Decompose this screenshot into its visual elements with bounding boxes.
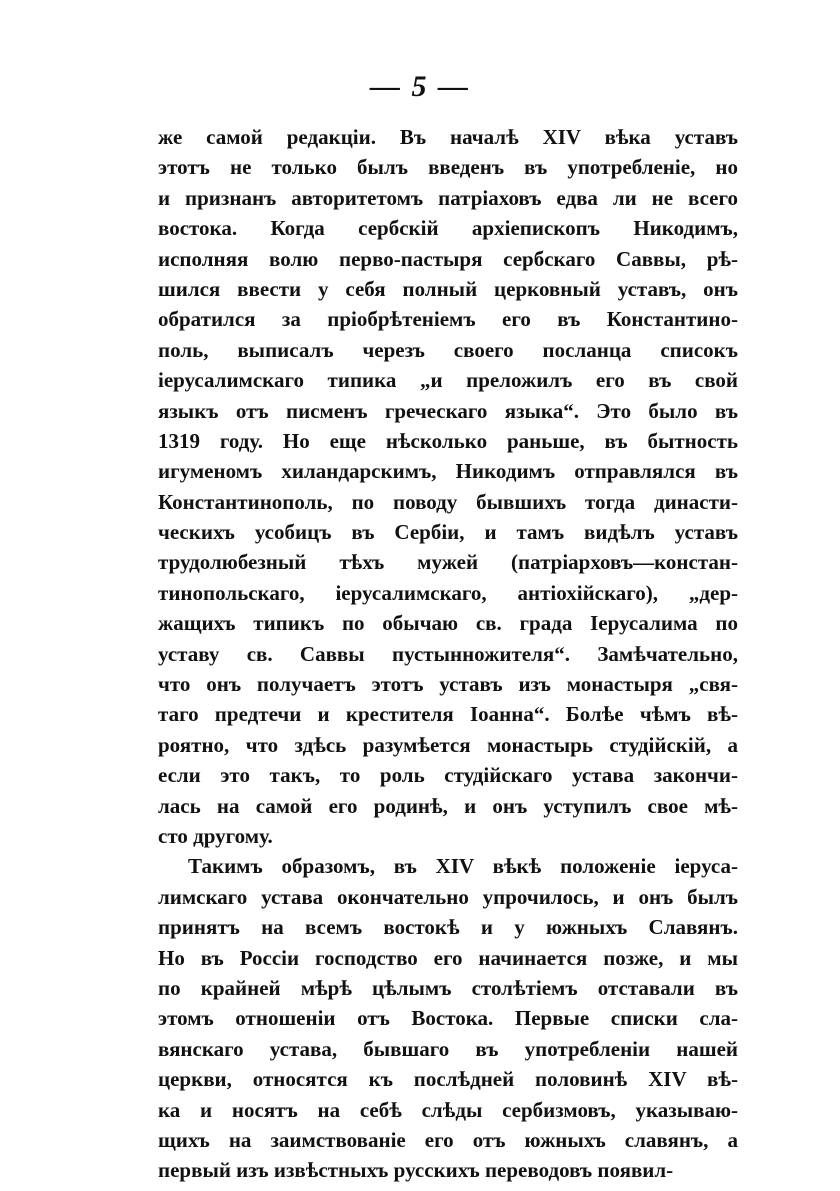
text-line: первый изъ извѣстныхъ русскихъ переводовъ появил-	[158, 1158, 674, 1183]
text-line: что онъ получаетъ этотъ уставъ изъ монастыря „свя-	[158, 672, 738, 697]
body-text	[158, 122, 738, 1186]
text-line: если это такъ, то роль студійскаго устава закончи-	[158, 763, 738, 788]
text-line: тинопольскаго, іерусалимскаго, антіохійскаго), „дер-	[158, 580, 738, 605]
text-line: этотъ не только былъ введенъ въ употребленіе, но	[158, 155, 738, 180]
text-line: сто другому.	[158, 823, 273, 848]
text-line: Константинополь, по поводу бывшихъ тогда династи-	[158, 489, 738, 514]
text-line: роятно, что здѣсь разумѣется монастырь студійскій, а	[158, 732, 738, 757]
page-number: — 5 —	[370, 70, 470, 103]
text-line: этомъ отношеніи отъ Востока. Первые списки сла-	[158, 1006, 738, 1031]
text-line: таго предтечи и крестителя Іоанна“. Болѣе чѣмъ вѣ-	[158, 702, 738, 727]
text-line: Такимъ образомъ, въ XIV вѣкѣ положеніе іеруса-	[188, 854, 738, 879]
text-line: исполняя волю перво-пастыря сербскаго Саввы, рѣ-	[158, 246, 738, 271]
text-line: іерусалимскаго типика „и преложилъ его въ свой	[158, 368, 738, 393]
text-line: по крайней мѣрѣ цѣлымъ столѣтіемъ отставали въ	[158, 975, 738, 1000]
text-line: же самой редакціи. Въ началѣ XIV вѣка уставъ	[158, 125, 738, 149]
text-line: шился ввести у себя полный церковный уставъ, онъ	[158, 276, 738, 301]
text-line: щихъ на заимствованіе его отъ южныхъ славянъ, а	[158, 1127, 738, 1152]
text-line: ческихъ усобицъ въ Сербіи, и тамъ видѣлъ уставъ	[158, 520, 738, 545]
text-line: трудолюбезный тѣхъ мужей (патріарховъ—констан-	[158, 550, 738, 575]
text-line: языкъ отъ писменъ греческаго языка“. Это было въ	[158, 398, 738, 423]
text-line: игуменомъ хиландарскимъ, Никодимъ отправлялся въ	[158, 459, 738, 484]
text-line: жащихъ типикъ по обычаю св. града Іерусалима по	[158, 611, 738, 636]
text-line: ка и носятъ на себѣ слѣды сербизмовъ, указываю-	[158, 1097, 738, 1122]
text-line: поль, выписалъ черезъ своего посланца списокъ	[158, 337, 738, 362]
text-line: востока. Когда сербскій архіепископъ Никодимъ,	[158, 216, 738, 241]
text-line: 1319 году. Но еще нѣсколько раньше, въ бытность	[158, 428, 738, 453]
text-line: вянскаго устава, бывшаго въ употребленіи нашей	[158, 1036, 738, 1061]
text-line: церкви, относятся къ послѣдней половинѣ XIV вѣ-	[158, 1067, 738, 1092]
text-line: Но въ Россіи господство его начинается позже, и мы	[158, 945, 738, 970]
text-line: лимскаго устава окончательно упрочилось, и онъ былъ	[158, 884, 738, 909]
text-line: обратился за пріобрѣтеніемъ его въ Константино-	[158, 307, 738, 332]
text-line: и признанъ авторитетомъ патріаховъ едва ли не всего	[158, 185, 738, 210]
paragraph	[158, 851, 738, 1185]
paragraph	[158, 122, 738, 851]
text-line: принятъ на всемъ востокѣ и у южныхъ Славянъ.	[158, 915, 738, 940]
text-line: уставу св. Саввы пустынножителя“. Замѣчательно,	[158, 641, 738, 666]
text-line: лась на самой его родинѣ, и онъ уступилъ свое мѣ-	[158, 793, 738, 818]
